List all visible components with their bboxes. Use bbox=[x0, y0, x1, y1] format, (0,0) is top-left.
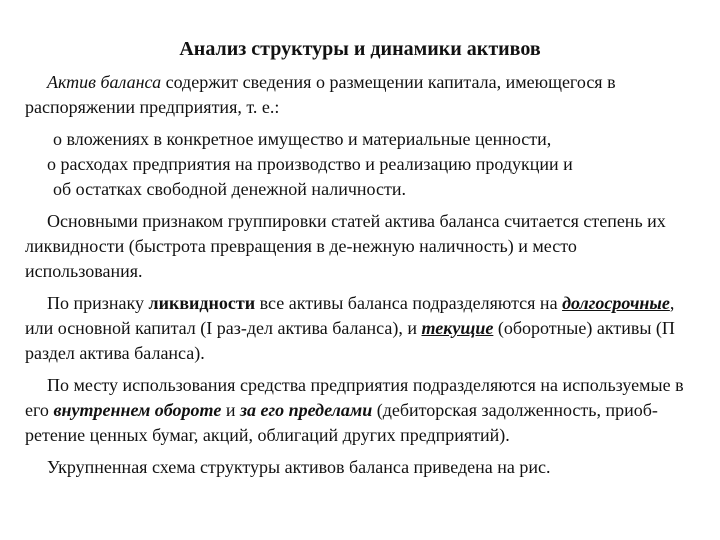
text-run: (оборотные) активы (П раздел актива баланса). bbox=[25, 318, 675, 363]
text-run: (дебиторская задолженность, приоб-ретение ценных бумаг, акций, облигаций других предприятий). bbox=[25, 400, 658, 445]
list-item: о расходах предприятия на производство и реализацию продукции и bbox=[47, 154, 573, 174]
term-beyond-limits: за его пределами bbox=[239, 400, 373, 420]
term-internal-turnover: внутреннем обороте bbox=[53, 400, 222, 420]
text-run: По месту использования средства предприятия подразделяются на используемые в его bbox=[25, 375, 684, 420]
term-current: текущие bbox=[421, 318, 494, 338]
term-long-term: долгосрочные bbox=[562, 293, 670, 313]
list-item: о вложениях в конкретное имущество и материальные ценности, bbox=[53, 129, 552, 149]
paragraph-scheme: Укрупненная схема структуры активов баланса приведена на рис. bbox=[47, 457, 551, 477]
term-liquidity: ликвидности bbox=[148, 293, 256, 313]
paragraph-text: содержит сведения о размещении капитала, имеющегося в распоряжении предприятия, т. е.: bbox=[25, 72, 616, 117]
text-run: , или основной капитал (I раз-дел актива баланса), и bbox=[25, 293, 675, 338]
paragraph-asset-definition bbox=[25, 70, 695, 120]
text-run: По признаку bbox=[47, 293, 149, 313]
list-item: об остатках свободной денежной наличности. bbox=[53, 179, 406, 199]
asset-list bbox=[25, 127, 695, 202]
text-run: все активы баланса подразделяются на bbox=[255, 293, 563, 313]
slide-title: Анализ структуры и динамики активов bbox=[179, 38, 541, 60]
text-run: и bbox=[221, 400, 240, 420]
paragraph-usage-place bbox=[25, 373, 695, 448]
term-balance-asset: Актив баланса bbox=[47, 72, 162, 92]
paragraph-liquidity bbox=[25, 291, 695, 366]
paragraph-grouping: Основными признаком группировки статей актива баланса считается степень их ликвидности (быстрота превращения в де-нежную наличность) и место использования. bbox=[25, 211, 666, 281]
slide-body bbox=[25, 70, 695, 487]
